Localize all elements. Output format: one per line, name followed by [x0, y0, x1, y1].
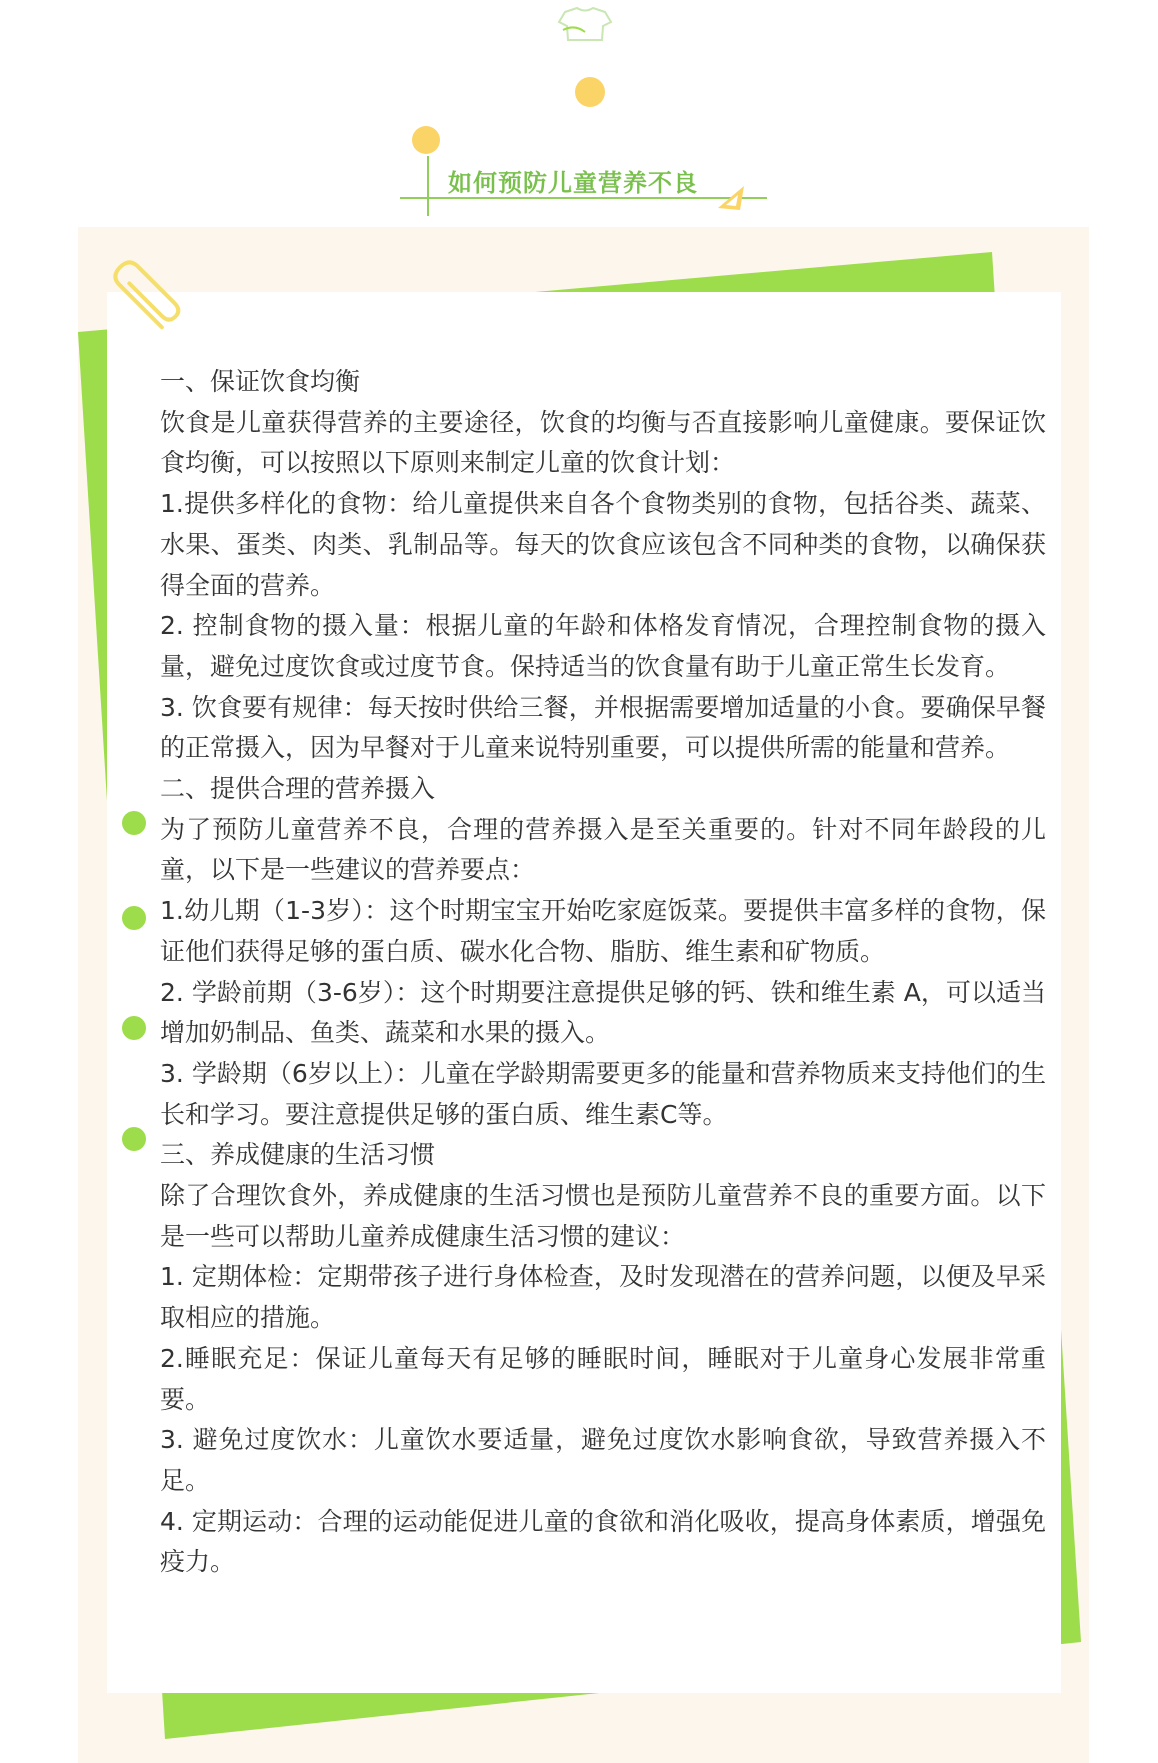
section-heading: 三、养成健康的生活习惯 [160, 1140, 436, 1170]
list-item: 1. 定期体检：定期带孩子进行身体检查，及时发现潜在的营养问题，以便及早采取相应的措施。 [160, 1262, 1046, 1333]
list-item: 3. 避免过度饮水：儿童饮水要适量，避免过度饮水影响食欲，导致营养摄入不足。 [160, 1425, 1046, 1495]
section-heading: 一、保证饮食均衡 [160, 367, 361, 396]
paragraph: 为了预防儿童营养不良，合理的营养摄入是至关重要的。针对不同年龄段的儿童，以下是一些建议的营养要点： [160, 814, 1046, 885]
list-item: 3. 学龄期（6岁以上）：儿童在学龄期需要更多的能量和营养物质来支持他们的生长和学习。要注意提供足够的蛋白质、维生素C等。 [160, 1058, 1046, 1129]
list-item: 1.提供多样化的食物：给儿童提供来自各个食物类别的食物，包括谷类、蔬菜、水果、蛋类、肉类、乳制品等。每天的饮食应该包含不同种类的食物，以确保获得全面的营养。 [160, 489, 1046, 600]
side-bullet-dot [122, 811, 146, 835]
list-item: 2. 学龄前期（3-6岁）：这个时期要注意提供足够的钙、铁和维生素 A，可以适当增加奶制品、鱼类、蔬菜和水果的摄入。 [160, 977, 1046, 1048]
list-item: 2. 控制食物的摄入量：根据儿童的年龄和体格发育情况，合理控制食物的摄入量，避免过度饮食或过度节食。保持适当的饮食量有助于儿童正常生长发育。 [160, 611, 1046, 681]
paragraph: 饮食是儿童获得营养的主要途径，饮食的均衡与否直接影响儿童健康。要保证饮食均衡，可以按照以下原则来制定儿童的饮食计划： [160, 407, 1046, 478]
title-vertical-line [427, 156, 429, 216]
list-item: 1.幼儿期（1-3岁）：这个时期宝宝开始吃家庭饭菜。要提供丰富多样的食物，保证他们获得足够的蛋白质、碳水化合物、脂肪、维生素和矿物质。 [160, 896, 1046, 966]
list-item: 2.睡眠充足：保证儿童每天有足够的睡眠时间，睡眠对于儿童身心发展非常重要。 [160, 1343, 1046, 1414]
list-item: 4. 定期运动：合理的运动能促进儿童的食欲和消化吸收，提高身体素质，增强免疫力。 [160, 1506, 1046, 1577]
section-heading: 二、提供合理的营养摄入 [160, 774, 436, 804]
list-item: 3. 饮食要有规律：每天按时供给三餐，并根据需要增加适量的小食。要确保早餐的正常摄入，因为早餐对于儿童来说特别重要，可以提供所需的能量和营养。 [160, 692, 1046, 763]
shirt-icon [555, 4, 615, 44]
side-bullet-dot [122, 1016, 146, 1040]
yellow-dot [412, 126, 440, 154]
triangle-icon [716, 184, 746, 212]
side-bullet-dot [122, 906, 146, 930]
yellow-dot [575, 77, 605, 107]
paragraph: 除了合理饮食外，养成健康的生活习惯也是预防儿童营养不良的重要方面。以下是一些可以帮助儿童养成健康生活习惯的建议： [160, 1181, 1046, 1251]
page-title: 如何预防儿童营养不良 [448, 169, 698, 197]
paperclip-icon [104, 250, 190, 338]
article-body [160, 362, 1046, 1583]
side-bullet-dot [122, 1127, 146, 1151]
